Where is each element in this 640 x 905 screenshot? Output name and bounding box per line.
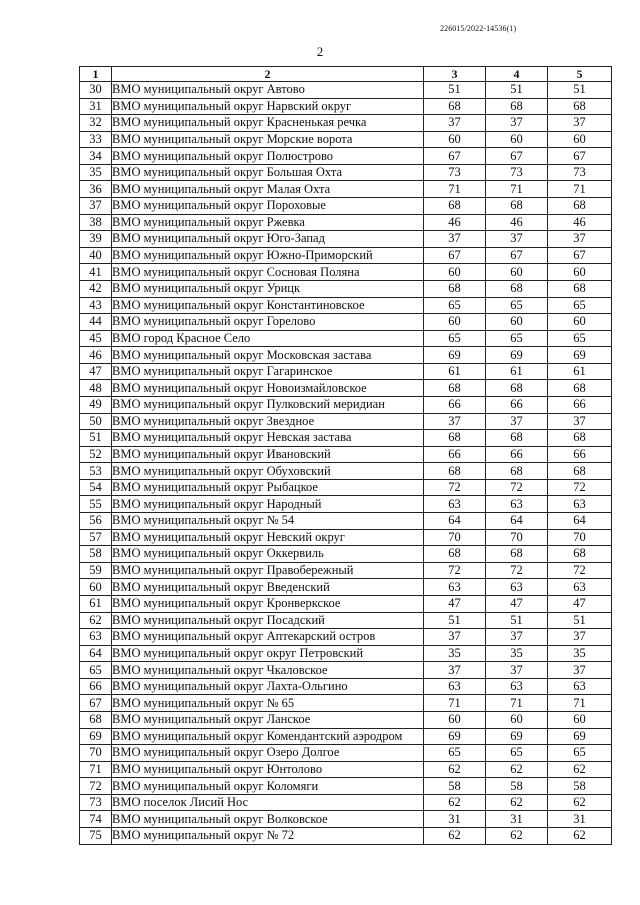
- district-name: ВМО муниципальный округ Морские ворота: [112, 131, 424, 148]
- district-name: ВМО муниципальный округ Константиновское: [112, 297, 424, 314]
- value-col-5: 66: [548, 396, 612, 413]
- value-col-3: 71: [424, 695, 486, 712]
- row-number: 56: [80, 513, 112, 530]
- value-col-4: 47: [486, 595, 548, 612]
- district-name: ВМО муниципальный округ Полюстрово: [112, 148, 424, 165]
- value-col-3: 73: [424, 164, 486, 181]
- district-name: ВМО муниципальный округ Малая Охта: [112, 181, 424, 198]
- table-row: [80, 546, 612, 563]
- table-row: [80, 811, 612, 828]
- value-col-3: 63: [424, 579, 486, 596]
- value-col-5: 60: [548, 131, 612, 148]
- row-number: 45: [80, 330, 112, 347]
- district-name: ВМО муниципальный округ Посадский: [112, 612, 424, 629]
- table-row: [80, 463, 612, 480]
- value-col-3: 61: [424, 363, 486, 380]
- table-row: [80, 413, 612, 430]
- value-col-5: 68: [548, 98, 612, 115]
- row-number: 47: [80, 363, 112, 380]
- value-col-4: 69: [486, 728, 548, 745]
- value-col-4: 60: [486, 314, 548, 331]
- table-row: [80, 745, 612, 762]
- district-name: ВМО муниципальный округ Пороховые: [112, 198, 424, 215]
- value-col-4: 31: [486, 811, 548, 828]
- value-col-3: 47: [424, 595, 486, 612]
- value-col-3: 71: [424, 181, 486, 198]
- value-col-5: 37: [548, 662, 612, 679]
- row-number: 44: [80, 314, 112, 331]
- header-col-4: 4: [486, 67, 548, 82]
- table-row: [80, 595, 612, 612]
- table-row: [80, 579, 612, 596]
- value-col-3: 60: [424, 131, 486, 148]
- value-col-3: 51: [424, 82, 486, 99]
- value-col-5: 64: [548, 513, 612, 530]
- table-row: [80, 761, 612, 778]
- row-number: 35: [80, 164, 112, 181]
- district-name: ВМО муниципальный округ Звездное: [112, 413, 424, 430]
- value-col-3: 68: [424, 463, 486, 480]
- value-col-3: 66: [424, 396, 486, 413]
- value-col-4: 46: [486, 214, 548, 231]
- value-col-5: 72: [548, 562, 612, 579]
- row-number: 63: [80, 629, 112, 646]
- header-col-3: 3: [424, 67, 486, 82]
- table-row: [80, 330, 612, 347]
- district-name: ВМО муниципальный округ Рыбацкое: [112, 479, 424, 496]
- row-number: 58: [80, 546, 112, 563]
- value-col-4: 68: [486, 380, 548, 397]
- value-col-5: 37: [548, 629, 612, 646]
- row-number: 54: [80, 479, 112, 496]
- page-number: 2: [316, 44, 324, 59]
- district-name: ВМО муниципальный округ Обуховский: [112, 463, 424, 480]
- value-col-5: 66: [548, 446, 612, 463]
- table-row: [80, 396, 612, 413]
- value-col-5: 46: [548, 214, 612, 231]
- district-name: ВМО муниципальный округ Южно-Приморский: [112, 247, 424, 264]
- header-col-5: 5: [548, 67, 612, 82]
- table-row: [80, 678, 612, 695]
- district-name: ВМО поселок Лисий Нос: [112, 794, 424, 811]
- row-number: 51: [80, 430, 112, 447]
- district-name: ВМО муниципальный округ Юнтолово: [112, 761, 424, 778]
- header-col-2: 2: [112, 67, 424, 82]
- value-col-3: 37: [424, 413, 486, 430]
- district-name: ВМО муниципальный округ Введенский: [112, 579, 424, 596]
- value-col-3: 66: [424, 446, 486, 463]
- row-number: 60: [80, 579, 112, 596]
- value-col-4: 72: [486, 479, 548, 496]
- value-col-4: 66: [486, 396, 548, 413]
- value-col-3: 60: [424, 711, 486, 728]
- value-col-4: 63: [486, 579, 548, 596]
- value-col-5: 51: [548, 612, 612, 629]
- value-col-5: 68: [548, 546, 612, 563]
- value-col-4: 65: [486, 297, 548, 314]
- value-col-4: 68: [486, 430, 548, 447]
- value-col-3: 31: [424, 811, 486, 828]
- value-col-4: 60: [486, 131, 548, 148]
- value-col-4: 68: [486, 463, 548, 480]
- table-row: [80, 214, 612, 231]
- table-row: [80, 115, 612, 132]
- value-col-3: 63: [424, 678, 486, 695]
- value-col-5: 63: [548, 496, 612, 513]
- table-row: [80, 148, 612, 165]
- value-col-4: 72: [486, 562, 548, 579]
- row-number: 74: [80, 811, 112, 828]
- district-name: ВМО муниципальный округ Аптекарский остров: [112, 629, 424, 646]
- district-name: ВМО муниципальный округ округ Петровский: [112, 645, 424, 662]
- district-name: ВМО муниципальный округ № 54: [112, 513, 424, 530]
- district-name: ВМО муниципальный округ Горелово: [112, 314, 424, 331]
- value-col-5: 37: [548, 413, 612, 430]
- value-col-5: 58: [548, 778, 612, 795]
- value-col-5: 69: [548, 347, 612, 364]
- table-row: [80, 314, 612, 331]
- row-number: 52: [80, 446, 112, 463]
- row-number: 46: [80, 347, 112, 364]
- value-col-5: 61: [548, 363, 612, 380]
- table-row: [80, 297, 612, 314]
- value-col-3: 69: [424, 728, 486, 745]
- value-col-5: 65: [548, 745, 612, 762]
- district-name: ВМО муниципальный округ Лахта-Ольгино: [112, 678, 424, 695]
- table-row: [80, 496, 612, 513]
- row-number: 34: [80, 148, 112, 165]
- value-col-3: 60: [424, 264, 486, 281]
- district-name: ВМО муниципальный округ Волковское: [112, 811, 424, 828]
- table-row: [80, 264, 612, 281]
- value-col-5: 63: [548, 678, 612, 695]
- district-name: ВМО муниципальный округ Оккервиль: [112, 546, 424, 563]
- row-number: 50: [80, 413, 112, 430]
- table-row: [80, 728, 612, 745]
- value-col-3: 68: [424, 280, 486, 297]
- row-number: 67: [80, 695, 112, 712]
- table-row: [80, 430, 612, 447]
- value-col-5: 37: [548, 115, 612, 132]
- table-row: [80, 479, 612, 496]
- value-col-4: 68: [486, 98, 548, 115]
- value-col-3: 67: [424, 148, 486, 165]
- table-row: [80, 513, 612, 530]
- value-col-5: 73: [548, 164, 612, 181]
- value-col-4: 68: [486, 546, 548, 563]
- value-col-5: 65: [548, 330, 612, 347]
- value-col-3: 37: [424, 231, 486, 248]
- value-col-4: 64: [486, 513, 548, 530]
- value-col-5: 60: [548, 711, 612, 728]
- value-col-3: 68: [424, 98, 486, 115]
- value-col-5: 60: [548, 264, 612, 281]
- value-col-3: 51: [424, 612, 486, 629]
- district-name: ВМО муниципальный округ № 72: [112, 828, 424, 845]
- row-number: 40: [80, 247, 112, 264]
- district-name: ВМО муниципальный округ Чкаловское: [112, 662, 424, 679]
- value-col-3: 67: [424, 247, 486, 264]
- table-row: [80, 347, 612, 364]
- district-table: [79, 66, 612, 845]
- row-number: 41: [80, 264, 112, 281]
- row-number: 57: [80, 529, 112, 546]
- row-number: 42: [80, 280, 112, 297]
- table-row: [80, 198, 612, 215]
- row-number: 32: [80, 115, 112, 132]
- district-name: ВМО муниципальный округ Правобережный: [112, 562, 424, 579]
- district-name: ВМО муниципальный округ Московская застава: [112, 347, 424, 364]
- row-number: 30: [80, 82, 112, 99]
- value-col-4: 51: [486, 82, 548, 99]
- row-number: 38: [80, 214, 112, 231]
- row-number: 48: [80, 380, 112, 397]
- table-row: [80, 662, 612, 679]
- value-col-5: 63: [548, 579, 612, 596]
- row-number: 49: [80, 396, 112, 413]
- table-row: [80, 612, 612, 629]
- row-number: 33: [80, 131, 112, 148]
- row-number: 61: [80, 595, 112, 612]
- row-number: 62: [80, 612, 112, 629]
- value-col-3: 65: [424, 297, 486, 314]
- district-name: ВМО муниципальный округ Автово: [112, 82, 424, 99]
- value-col-4: 58: [486, 778, 548, 795]
- value-col-5: 62: [548, 828, 612, 845]
- row-number: 65: [80, 662, 112, 679]
- district-name: ВМО муниципальный округ Сосновая Поляна: [112, 264, 424, 281]
- value-col-4: 67: [486, 247, 548, 264]
- row-number: 55: [80, 496, 112, 513]
- table-row: [80, 231, 612, 248]
- value-col-4: 65: [486, 745, 548, 762]
- row-number: 72: [80, 778, 112, 795]
- value-col-4: 71: [486, 695, 548, 712]
- value-col-4: 69: [486, 347, 548, 364]
- value-col-5: 68: [548, 430, 612, 447]
- district-name: ВМО муниципальный округ № 65: [112, 695, 424, 712]
- row-number: 43: [80, 297, 112, 314]
- value-col-4: 62: [486, 761, 548, 778]
- table-row: [80, 695, 612, 712]
- row-number: 31: [80, 98, 112, 115]
- district-name: ВМО муниципальный округ Ланское: [112, 711, 424, 728]
- document-registration-number: 226015/2022-14536(1): [440, 24, 517, 33]
- value-col-3: 63: [424, 496, 486, 513]
- value-col-4: 68: [486, 280, 548, 297]
- value-col-5: 37: [548, 231, 612, 248]
- value-col-4: 60: [486, 711, 548, 728]
- table-row: [80, 247, 612, 264]
- district-name: ВМО муниципальный округ Народный: [112, 496, 424, 513]
- value-col-4: 37: [486, 413, 548, 430]
- value-col-3: 72: [424, 479, 486, 496]
- row-number: 75: [80, 828, 112, 845]
- value-col-3: 35: [424, 645, 486, 662]
- value-col-5: 35: [548, 645, 612, 662]
- value-col-4: 63: [486, 678, 548, 695]
- value-col-5: 71: [548, 695, 612, 712]
- value-col-4: 70: [486, 529, 548, 546]
- value-col-5: 67: [548, 247, 612, 264]
- table-body: [80, 82, 612, 845]
- table-row: [80, 82, 612, 99]
- row-number: 70: [80, 745, 112, 762]
- value-col-4: 66: [486, 446, 548, 463]
- row-number: 37: [80, 198, 112, 215]
- table-row: [80, 711, 612, 728]
- table-row: [80, 529, 612, 546]
- value-col-3: 65: [424, 745, 486, 762]
- table-header-row: [80, 67, 612, 82]
- table-row: [80, 98, 612, 115]
- row-number: 59: [80, 562, 112, 579]
- row-number: 66: [80, 678, 112, 695]
- table-row: [80, 794, 612, 811]
- row-number: 68: [80, 711, 112, 728]
- value-col-3: 68: [424, 198, 486, 215]
- district-name: ВМО муниципальный округ Урицк: [112, 280, 424, 297]
- value-col-4: 37: [486, 115, 548, 132]
- value-col-4: 67: [486, 148, 548, 165]
- value-col-5: 62: [548, 761, 612, 778]
- value-col-3: 68: [424, 430, 486, 447]
- district-name: ВМО муниципальный округ Большая Охта: [112, 164, 424, 181]
- district-name: ВМО муниципальный округ Озеро Долгое: [112, 745, 424, 762]
- district-name: ВМО город Красное Село: [112, 330, 424, 347]
- table-row: [80, 562, 612, 579]
- table-row: [80, 629, 612, 646]
- district-name: ВМО муниципальный округ Невский округ: [112, 529, 424, 546]
- value-col-5: 62: [548, 794, 612, 811]
- row-number: 64: [80, 645, 112, 662]
- value-col-5: 71: [548, 181, 612, 198]
- value-col-5: 51: [548, 82, 612, 99]
- value-col-4: 65: [486, 330, 548, 347]
- table-row: [80, 131, 612, 148]
- value-col-5: 65: [548, 297, 612, 314]
- value-col-5: 68: [548, 280, 612, 297]
- value-col-4: 37: [486, 662, 548, 679]
- value-col-4: 51: [486, 612, 548, 629]
- value-col-5: 70: [548, 529, 612, 546]
- table-row: [80, 164, 612, 181]
- district-name: ВМО муниципальный округ Пулковский меридиан: [112, 396, 424, 413]
- value-col-5: 68: [548, 463, 612, 480]
- value-col-4: 73: [486, 164, 548, 181]
- value-col-3: 68: [424, 546, 486, 563]
- row-number: 36: [80, 181, 112, 198]
- table-row: [80, 645, 612, 662]
- value-col-4: 63: [486, 496, 548, 513]
- district-name: ВМО муниципальный округ Красненькая речка: [112, 115, 424, 132]
- row-number: 39: [80, 231, 112, 248]
- district-name: ВМО муниципальный округ Нарвский округ: [112, 98, 424, 115]
- value-col-4: 37: [486, 231, 548, 248]
- value-col-3: 62: [424, 761, 486, 778]
- table-row: [80, 380, 612, 397]
- row-number: 69: [80, 728, 112, 745]
- value-col-3: 46: [424, 214, 486, 231]
- district-name: ВМО муниципальный округ Ржевка: [112, 214, 424, 231]
- value-col-3: 72: [424, 562, 486, 579]
- value-col-3: 37: [424, 662, 486, 679]
- value-col-4: 61: [486, 363, 548, 380]
- district-name: ВМО муниципальный округ Гагаринское: [112, 363, 424, 380]
- value-col-3: 64: [424, 513, 486, 530]
- table-row: [80, 778, 612, 795]
- value-col-3: 65: [424, 330, 486, 347]
- value-col-4: 68: [486, 198, 548, 215]
- value-col-4: 37: [486, 629, 548, 646]
- table-row: [80, 828, 612, 845]
- value-col-5: 60: [548, 314, 612, 331]
- value-col-3: 70: [424, 529, 486, 546]
- value-col-5: 68: [548, 198, 612, 215]
- value-col-3: 37: [424, 629, 486, 646]
- value-col-5: 69: [548, 728, 612, 745]
- district-name: ВМО муниципальный округ Кронверкское: [112, 595, 424, 612]
- value-col-3: 60: [424, 314, 486, 331]
- value-col-4: 62: [486, 828, 548, 845]
- value-col-5: 67: [548, 148, 612, 165]
- value-col-5: 31: [548, 811, 612, 828]
- value-col-3: 58: [424, 778, 486, 795]
- row-number: 71: [80, 761, 112, 778]
- value-col-3: 37: [424, 115, 486, 132]
- header-col-1: 1: [80, 67, 112, 82]
- value-col-4: 62: [486, 794, 548, 811]
- value-col-3: 62: [424, 794, 486, 811]
- district-name: ВМО муниципальный округ Комендантский аэродром: [112, 728, 424, 745]
- table-row: [80, 363, 612, 380]
- district-name: ВМО муниципальный округ Коломяги: [112, 778, 424, 795]
- value-col-4: 35: [486, 645, 548, 662]
- value-col-4: 60: [486, 264, 548, 281]
- district-name: ВМО муниципальный округ Ивановский: [112, 446, 424, 463]
- table-row: [80, 181, 612, 198]
- table-row: [80, 446, 612, 463]
- value-col-5: 68: [548, 380, 612, 397]
- value-col-4: 71: [486, 181, 548, 198]
- district-name: ВМО муниципальный округ Юго-Запад: [112, 231, 424, 248]
- value-col-5: 47: [548, 595, 612, 612]
- value-col-5: 72: [548, 479, 612, 496]
- value-col-3: 69: [424, 347, 486, 364]
- value-col-3: 68: [424, 380, 486, 397]
- table-row: [80, 280, 612, 297]
- row-number: 73: [80, 794, 112, 811]
- value-col-3: 62: [424, 828, 486, 845]
- row-number: 53: [80, 463, 112, 480]
- district-name: ВМО муниципальный округ Невская застава: [112, 430, 424, 447]
- district-name: ВМО муниципальный округ Новоизмайловское: [112, 380, 424, 397]
